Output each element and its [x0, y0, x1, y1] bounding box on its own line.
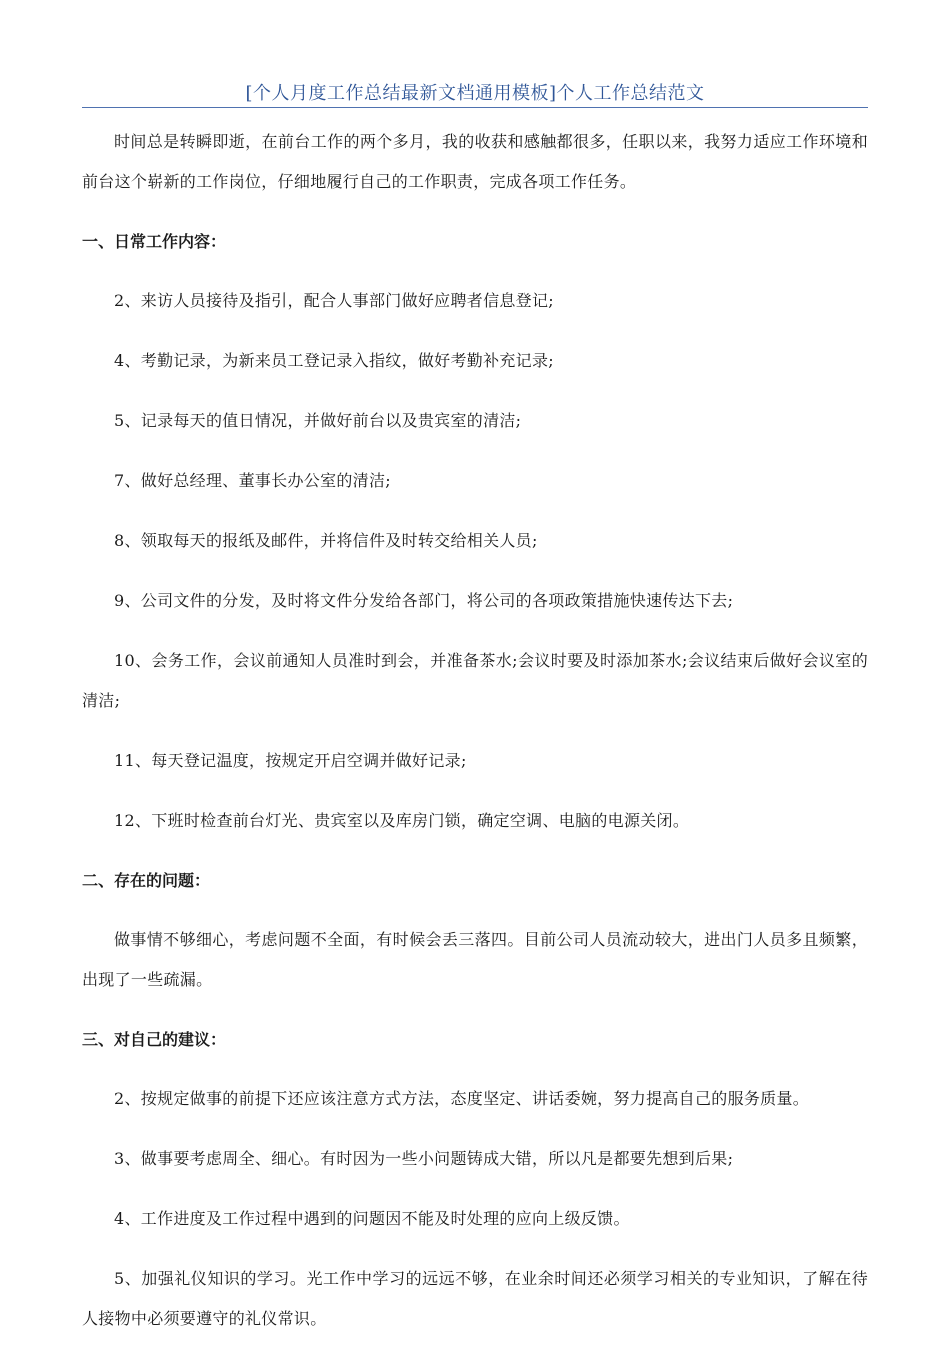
list-item: 7、做好总经理、董事长办公室的清洁;: [114, 471, 391, 490]
list-item: 4、考勤记录，为新来员工登记录入指纹，做好考勤补充记录;: [114, 351, 554, 370]
list-item: 12、下班时检查前台灯光、贵宾室以及库房门锁，确定空调、电脑的电源关闭。: [114, 811, 690, 830]
list-item: 3、做事要考虑周全、细心。有时因为一些小问题铸成大错，所以凡是都要先想到后果;: [114, 1149, 734, 1168]
document-body: [82, 122, 868, 1359]
section-heading-suggestions: 三、对自己的建议：: [82, 1030, 227, 1049]
document-title: [个人月度工作总结最新文档通用模板]个人工作总结范文: [245, 83, 705, 104]
list-item: 8、领取每天的报纸及邮件，并将信件及时转交给相关人员;: [114, 531, 538, 550]
header-divider: [82, 107, 868, 108]
section-heading-daily-work: 一、日常工作内容：: [82, 232, 227, 251]
list-item: 5、加强礼仪知识的学习。光工作中学习的远远不够，在业余时间还必须学习相关的专业知识，了解在待人接物中必须要遵守的礼仪常识。: [82, 1269, 868, 1328]
list-item: 5、记录每天的值日情况，并做好前台以及贵宾室的清洁;: [114, 411, 522, 430]
problem-paragraph: 做事情不够细心，考虑问题不全面，有时候会丢三落四。目前公司人员流动较大，进出门人员多且频繁，出现了一些疏漏。: [82, 930, 868, 989]
intro-paragraph: 时间总是转瞬即逝，在前台工作的两个多月，我的收获和感触都很多，任职以来，我努力适应工作环境和前台这个崭新的工作岗位，仔细地履行自己的工作职责，完成各项工作任务。: [82, 132, 868, 191]
list-item: 2、来访人员接待及指引，配合人事部门做好应聘者信息登记;: [114, 291, 554, 310]
list-item: 9、公司文件的分发，及时将文件分发给各部门，将公司的各项政策措施快速传达下去;: [114, 591, 734, 610]
list-item: 4、工作进度及工作过程中遇到的问题因不能及时处理的应向上级反馈。: [114, 1209, 630, 1228]
list-item: 10、会务工作，会议前通知人员准时到会，并准备茶水;会议时要及时添加茶水;会议结束后做好会议室的清洁;: [82, 651, 868, 710]
list-item: 11、每天登记温度，按规定开启空调并做好记录;: [114, 751, 467, 770]
list-item: 2、按规定做事的前提下还应该注意方式方法，态度坚定、讲话委婉，努力提高自己的服务质量。: [114, 1089, 810, 1108]
section-heading-problems: 二、存在的问题：: [82, 871, 211, 890]
